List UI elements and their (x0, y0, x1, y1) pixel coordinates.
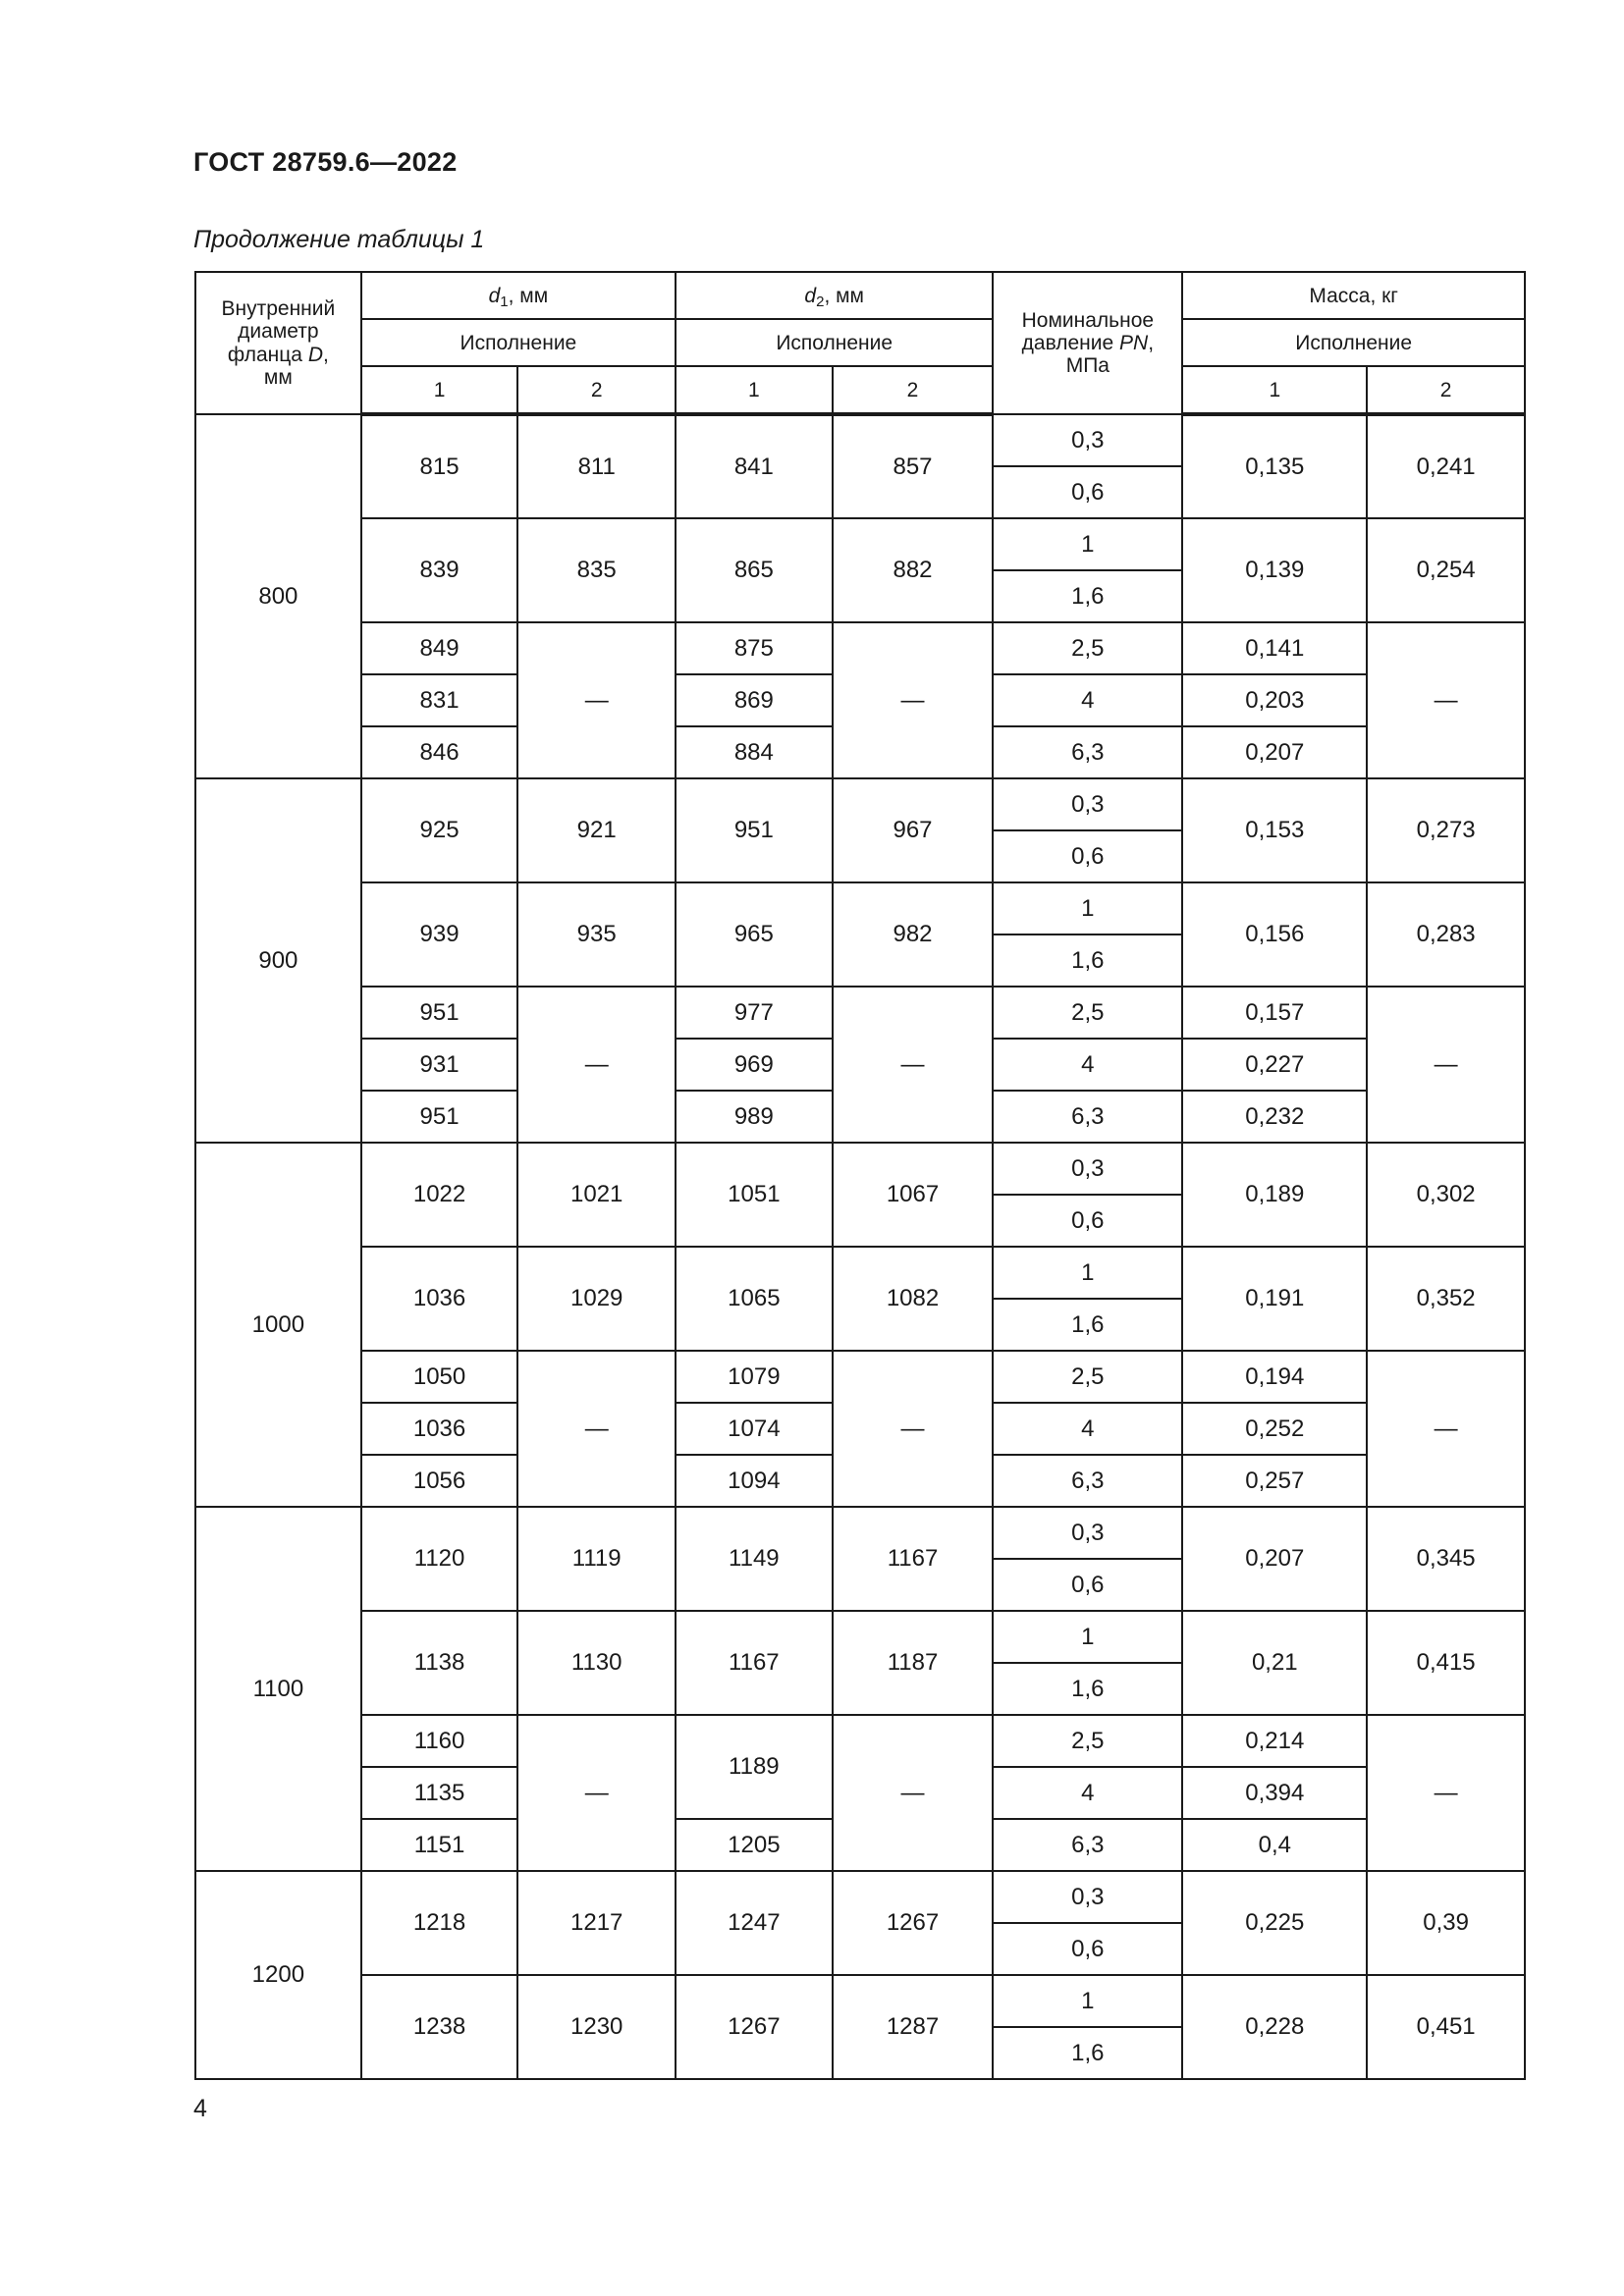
table-row (195, 414, 1525, 466)
mass-exec2-cell: 0,415 (1367, 1611, 1525, 1715)
d2-exec1-cell: 1167 (676, 1611, 833, 1715)
table-row (195, 1351, 1525, 1403)
mass-exec2-cell: 0,39 (1367, 1871, 1525, 1975)
header-mass: Масса, кг (1182, 272, 1525, 319)
pressure-cell: 0,6 (993, 1923, 1182, 1975)
pressure-cell: 1 (993, 1247, 1182, 1299)
diameter-cell: 1100 (195, 1507, 361, 1871)
mass-exec1-cell: 0,207 (1182, 726, 1367, 778)
d1-exec1-cell: 1160 (361, 1715, 518, 1767)
pressure-cell: 4 (993, 1767, 1182, 1819)
d1-exec2-cell: 1230 (517, 1975, 676, 2079)
header-d2-exec-2: 2 (833, 366, 994, 414)
d1-exec1-cell: 1036 (361, 1403, 518, 1455)
mass-exec2-cell: 0,273 (1367, 778, 1525, 882)
mass-exec2-cell: 0,352 (1367, 1247, 1525, 1351)
pressure-cell: 2,5 (993, 987, 1182, 1039)
dash-cell: — (833, 1351, 994, 1507)
mass-exec1-cell: 0,189 (1182, 1143, 1367, 1247)
table-row (195, 1507, 1525, 1559)
d1-exec2-cell: 935 (517, 882, 676, 987)
page-number: 4 (193, 2095, 207, 2122)
d1-exec1-cell: 1036 (361, 1247, 518, 1351)
dash-cell: — (1367, 987, 1525, 1143)
d2-exec1-cell: 1074 (676, 1403, 833, 1455)
mass-exec1-cell: 0,21 (1182, 1611, 1367, 1715)
mass-exec1-cell: 0,135 (1182, 414, 1367, 518)
d2-exec2-cell: 1287 (833, 1975, 994, 2079)
table-row (195, 1975, 1525, 2027)
dash-cell: — (1367, 1351, 1525, 1507)
d2-exec2-cell: 1067 (833, 1143, 994, 1247)
pressure-cell: 6,3 (993, 726, 1182, 778)
mass-exec1-cell: 0,228 (1182, 1975, 1367, 2079)
d2-exec2-cell: 1187 (833, 1611, 994, 1715)
d2-exec1-cell: 1267 (676, 1975, 833, 2079)
d2-exec2-cell: 982 (833, 882, 994, 987)
d2-exec2-cell: 1267 (833, 1871, 994, 1975)
header-d2: $d_2$, мм (676, 272, 993, 319)
table-row (195, 622, 1525, 674)
d2-exec2-cell: 857 (833, 414, 994, 518)
dash-cell: — (1367, 622, 1525, 778)
table-row (195, 987, 1525, 1039)
mass-exec1-cell: 0,156 (1182, 882, 1367, 987)
pressure-cell: 0,3 (993, 1871, 1182, 1923)
mass-exec1-cell: 0,157 (1182, 987, 1367, 1039)
d1-exec1-cell: 831 (361, 674, 518, 726)
d1-exec1-cell: 1218 (361, 1871, 518, 1975)
pressure-cell: 0,3 (993, 1507, 1182, 1559)
mass-exec2-cell: 0,345 (1367, 1507, 1525, 1611)
d2-exec1-cell: 977 (676, 987, 833, 1039)
mass-exec2-cell: 0,302 (1367, 1143, 1525, 1247)
d2-exec1-cell: 969 (676, 1039, 833, 1091)
mass-exec1-cell: 0,227 (1182, 1039, 1367, 1091)
d2-exec1-cell: 1079 (676, 1351, 833, 1403)
d2-exec1-cell: 1189 (676, 1715, 833, 1819)
d1-exec1-cell: 925 (361, 778, 518, 882)
pressure-cell: 6,3 (993, 1819, 1182, 1871)
mass-exec1-cell: 0,252 (1182, 1403, 1367, 1455)
pressure-cell: 1 (993, 1975, 1182, 2027)
pressure-cell: 1 (993, 518, 1182, 570)
d1-exec1-cell: 1138 (361, 1611, 518, 1715)
mass-exec1-cell: 0,394 (1182, 1767, 1367, 1819)
pressure-cell: 1 (993, 882, 1182, 934)
header-d1-exec-1: 1 (361, 366, 518, 414)
pressure-cell: 0,3 (993, 414, 1182, 466)
pressure-cell: 0,3 (993, 1143, 1182, 1195)
pressure-cell: 4 (993, 1403, 1182, 1455)
d1-exec1-cell: 1056 (361, 1455, 518, 1507)
header-d1-exec-2: 2 (517, 366, 676, 414)
d1-exec1-cell: 939 (361, 882, 518, 987)
header-mass-execution: Исполнение (1182, 319, 1525, 366)
d2-exec1-cell: 869 (676, 674, 833, 726)
mass-exec2-cell: 0,283 (1367, 882, 1525, 987)
d1-exec2-cell: 1021 (517, 1143, 676, 1247)
d1-exec2-cell: 1119 (517, 1507, 676, 1611)
header-d2-execution: Исполнение (676, 319, 993, 366)
table-row (195, 1715, 1525, 1767)
table-row (195, 1247, 1525, 1299)
dash-cell: — (517, 1715, 676, 1871)
header-d2-exec-1: 1 (676, 366, 833, 414)
d1-exec1-cell: 839 (361, 518, 518, 622)
pressure-cell: 2,5 (993, 622, 1182, 674)
mass-exec1-cell: 0,4 (1182, 1819, 1367, 1871)
table-row (195, 778, 1525, 830)
d2-exec2-cell: 967 (833, 778, 994, 882)
d2-exec1-cell: 951 (676, 778, 833, 882)
pressure-cell: 2,5 (993, 1351, 1182, 1403)
dash-cell: — (833, 987, 994, 1143)
d2-exec1-cell: 1094 (676, 1455, 833, 1507)
diameter-cell: 900 (195, 778, 361, 1143)
dash-cell: — (1367, 1715, 1525, 1871)
d1-exec2-cell: 1029 (517, 1247, 676, 1351)
d2-exec2-cell: 882 (833, 518, 994, 622)
d2-exec1-cell: 1065 (676, 1247, 833, 1351)
table-row (195, 1611, 1525, 1663)
d1-exec1-cell: 815 (361, 414, 518, 518)
diameter-cell: 1200 (195, 1871, 361, 2079)
pressure-cell: 0,3 (993, 778, 1182, 830)
pressure-cell: 1,6 (993, 1299, 1182, 1351)
d1-exec1-cell: 1022 (361, 1143, 518, 1247)
d1-exec2-cell: 1217 (517, 1871, 676, 1975)
mass-exec1-cell: 0,207 (1182, 1507, 1367, 1611)
dash-cell: — (833, 622, 994, 778)
pressure-cell: 1,6 (993, 2027, 1182, 2079)
d2-exec1-cell: 1205 (676, 1819, 833, 1871)
flange-dimensions-table (194, 271, 1526, 2080)
pressure-cell: 0,6 (993, 1195, 1182, 1247)
pressure-cell: 0,6 (993, 466, 1182, 518)
pressure-cell: 6,3 (993, 1455, 1182, 1507)
d2-exec1-cell: 989 (676, 1091, 833, 1143)
header-nominal-pressure: Номинальное давление PN, МПа (993, 272, 1182, 414)
diameter-cell: 1000 (195, 1143, 361, 1507)
d1-exec2-cell: 921 (517, 778, 676, 882)
table-row (195, 1871, 1525, 1923)
header-mass-exec-1: 1 (1182, 366, 1367, 414)
mass-exec1-cell: 0,139 (1182, 518, 1367, 622)
d1-exec1-cell: 931 (361, 1039, 518, 1091)
pressure-cell: 4 (993, 1039, 1182, 1091)
pressure-cell: 1,6 (993, 1663, 1182, 1715)
pressure-cell: 1,6 (993, 570, 1182, 622)
d2-exec1-cell: 841 (676, 414, 833, 518)
document-header: ГОСТ 28759.6—2022 (193, 147, 458, 177)
d1-exec2-cell: 1130 (517, 1611, 676, 1715)
dash-cell: — (517, 1351, 676, 1507)
mass-exec1-cell: 0,257 (1182, 1455, 1367, 1507)
header-inner-diameter: Внутренний диаметр фланца D, мм (195, 272, 361, 414)
table-row (195, 1143, 1525, 1195)
table-caption: Продолжение таблицы 1 (193, 226, 485, 253)
header-d1: $d_1$, мм (361, 272, 676, 319)
d2-exec1-cell: 875 (676, 622, 833, 674)
mass-exec1-cell: 0,225 (1182, 1871, 1367, 1975)
d2-exec1-cell: 965 (676, 882, 833, 987)
d1-exec1-cell: 849 (361, 622, 518, 674)
diameter-cell: 800 (195, 414, 361, 778)
mass-exec2-cell: 0,241 (1367, 414, 1525, 518)
mass-exec2-cell: 0,451 (1367, 1975, 1525, 2079)
header-d1-execution: Исполнение (361, 319, 676, 366)
dash-cell: — (517, 622, 676, 778)
pressure-cell: 4 (993, 674, 1182, 726)
d2-exec2-cell: 1167 (833, 1507, 994, 1611)
d2-exec1-cell: 1247 (676, 1871, 833, 1975)
mass-exec1-cell: 0,203 (1182, 674, 1367, 726)
header-mass-exec-2: 2 (1367, 366, 1525, 414)
mass-exec1-cell: 0,153 (1182, 778, 1367, 882)
pressure-cell: 6,3 (993, 1091, 1182, 1143)
mass-exec1-cell: 0,194 (1182, 1351, 1367, 1403)
d1-exec1-cell: 846 (361, 726, 518, 778)
pressure-cell: 1,6 (993, 934, 1182, 987)
d1-exec1-cell: 951 (361, 1091, 518, 1143)
d1-exec1-cell: 1050 (361, 1351, 518, 1403)
pressure-cell: 1 (993, 1611, 1182, 1663)
d1-exec2-cell: 835 (517, 518, 676, 622)
pressure-cell: 2,5 (993, 1715, 1182, 1767)
d2-exec1-cell: 865 (676, 518, 833, 622)
pressure-cell: 0,6 (993, 830, 1182, 882)
mass-exec1-cell: 0,232 (1182, 1091, 1367, 1143)
d1-exec1-cell: 1238 (361, 1975, 518, 2079)
d2-exec1-cell: 1149 (676, 1507, 833, 1611)
mass-exec1-cell: 0,191 (1182, 1247, 1367, 1351)
dash-cell: — (517, 987, 676, 1143)
d2-exec1-cell: 1051 (676, 1143, 833, 1247)
d1-exec1-cell: 1120 (361, 1507, 518, 1611)
d2-exec2-cell: 1082 (833, 1247, 994, 1351)
table-row (195, 882, 1525, 934)
mass-exec2-cell: 0,254 (1367, 518, 1525, 622)
d1-exec1-cell: 1151 (361, 1819, 518, 1871)
d2-exec1-cell: 884 (676, 726, 833, 778)
d1-exec1-cell: 1135 (361, 1767, 518, 1819)
table-row (195, 518, 1525, 570)
d1-exec1-cell: 951 (361, 987, 518, 1039)
mass-exec1-cell: 0,141 (1182, 622, 1367, 674)
d1-exec2-cell: 811 (517, 414, 676, 518)
pressure-cell: 0,6 (993, 1559, 1182, 1611)
mass-exec1-cell: 0,214 (1182, 1715, 1367, 1767)
dash-cell: — (833, 1715, 994, 1871)
